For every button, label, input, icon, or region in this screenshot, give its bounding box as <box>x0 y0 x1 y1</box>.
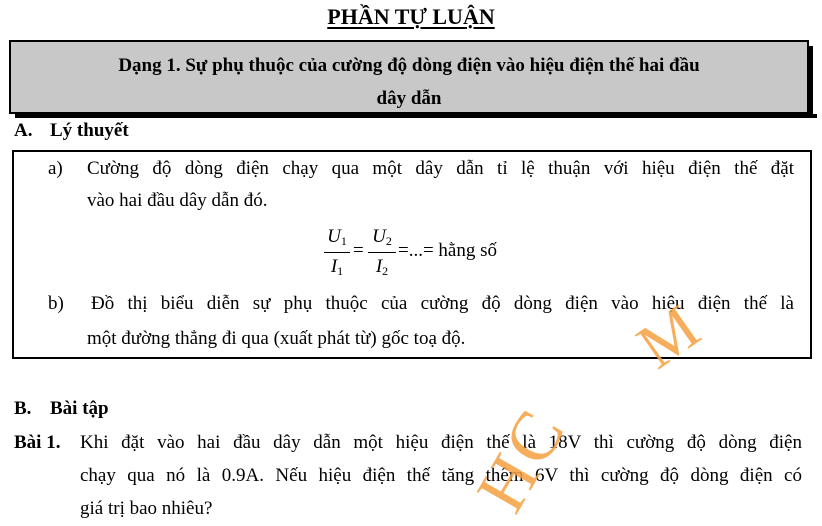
topic-line-2: dây dẫn <box>376 88 442 109</box>
fraction-1-bar <box>324 252 350 253</box>
fraction-2-numerator: $U_2$ <box>372 226 392 248</box>
box-shadow-bottom <box>15 114 817 118</box>
topic-box <box>9 40 809 114</box>
item-a-line-2: vào hai đầu dây dẫn đó. <box>87 190 268 211</box>
section-b-title: Bài tập <box>50 398 109 419</box>
fraction-1-numerator: $U_1$ <box>327 226 347 248</box>
exercise-label: Bài 1. <box>14 432 61 453</box>
section-a-title: Lý thuyết <box>50 120 129 141</box>
fraction-2-bar <box>368 252 396 253</box>
formula <box>318 226 538 286</box>
page-title: PHẦN TỰ LUẬN <box>327 4 495 29</box>
item-b-line-1: Đồ thị biểu diễn sự phụ thuộc của cường độ dòng điện vào hiệu điện thế là <box>91 293 794 314</box>
exercise-line-3: giá trị bao nhiêu? <box>80 498 213 519</box>
item-b-marker: b) <box>48 293 64 314</box>
item-b-line-2: một đường thẳng đi qua (xuất phát từ) gốc toạ độ. <box>87 328 466 349</box>
section-a-label: A. <box>14 120 33 141</box>
watermark-lower: HC <box>462 394 582 525</box>
equals-sign: = <box>353 240 364 261</box>
fraction-1-denominator: $I_1$ <box>330 256 344 278</box>
exercise-line-2: chạy qua nó là 0.9A. Nếu hiệu điện thế tăng thêm 6V thì cường độ dòng điện có <box>80 465 802 486</box>
exercise-line-1: Khi đặt vào hai đầu dây dẫn một hiệu điện thế là 18V thì cường độ dòng điện <box>80 432 802 453</box>
formula-tail: =...= hằng số <box>398 240 498 261</box>
item-a-line-1: Cường độ dòng điện chạy qua một dây dẫn tỉ lệ thuận với hiệu điện thế đặt <box>87 158 794 179</box>
item-a-marker: a) <box>48 158 63 179</box>
fraction-2-denominator: $I_2$ <box>375 256 389 278</box>
watermark-upper: M <box>624 291 712 382</box>
section-b-label: B. <box>14 398 32 419</box>
topic-line-1: Dạng 1. Sự phụ thuộc của cường độ dòng điện vào hiệu điện thế hai đầu <box>118 55 700 76</box>
box-shadow-right <box>809 46 813 118</box>
